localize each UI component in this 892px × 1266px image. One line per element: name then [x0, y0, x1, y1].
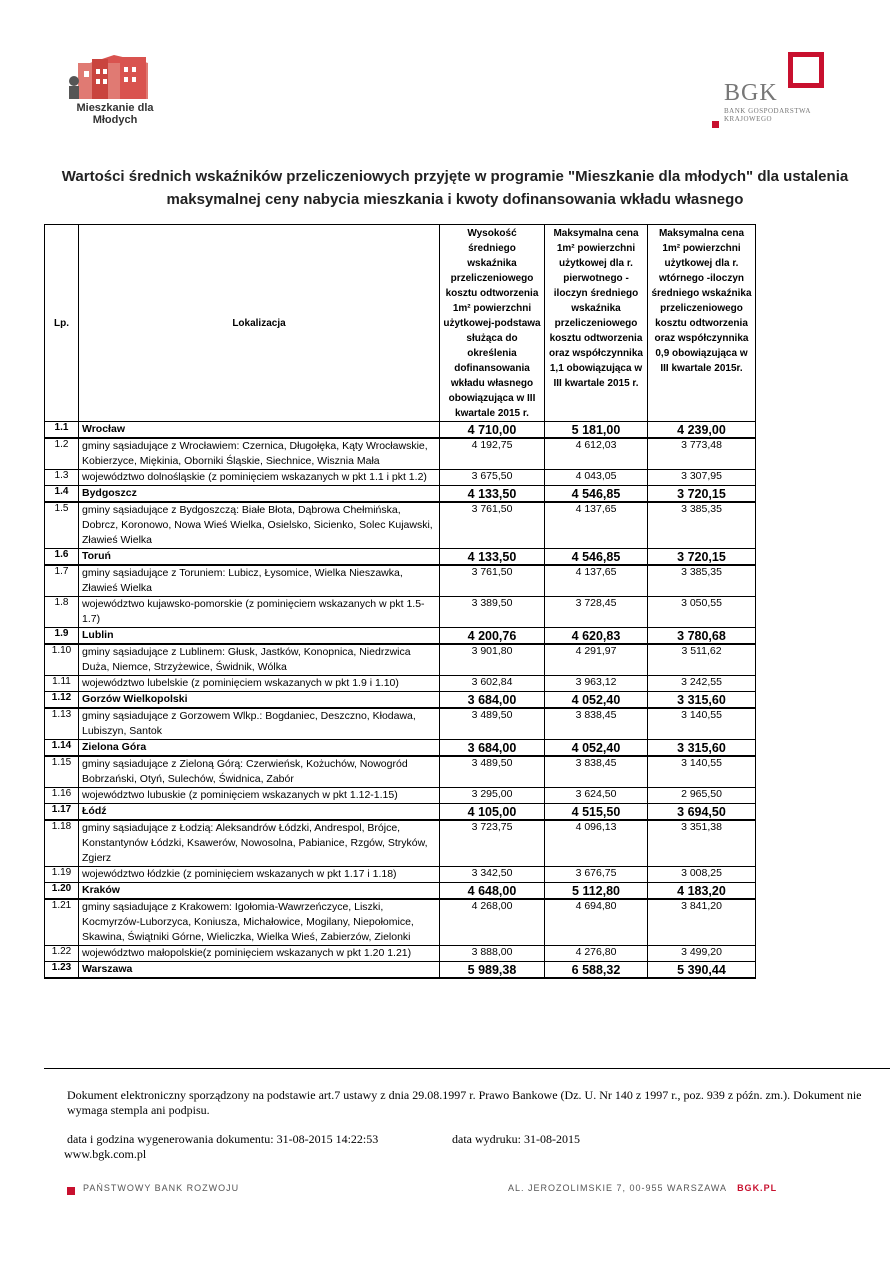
row-secondary-price: 3 140,55	[648, 708, 756, 740]
row-secondary-price: 3 351,38	[648, 820, 756, 867]
table-row	[45, 883, 756, 900]
row-primary-price: 4 694,80	[545, 899, 648, 946]
bank-address: AL. JEROZOLIMSKIE 7, 00-955 WARSZAWA	[508, 1183, 728, 1193]
row-lp: 1.9	[45, 628, 79, 645]
row-secondary-price: 3 720,15	[648, 549, 756, 566]
row-secondary-price: 3 242,55	[648, 676, 756, 692]
row-primary-price: 4 291,97	[545, 644, 648, 676]
row-base-indicator: 4 192,75	[440, 438, 545, 470]
row-location: województwo dolnośląskie (z pominięciem wskazanych w pkt 1.1 i pkt 1.2)	[79, 470, 440, 486]
table-row	[45, 565, 756, 597]
row-location: Toruń	[79, 549, 440, 566]
table-row	[45, 946, 756, 962]
row-lp: 1.14	[45, 740, 79, 757]
table-row	[45, 692, 756, 709]
table-row	[45, 899, 756, 946]
house-logo-icon	[60, 55, 170, 103]
row-base-indicator: 4 648,00	[440, 883, 545, 900]
row-lp: 1.20	[45, 883, 79, 900]
row-base-indicator: 4 133,50	[440, 549, 545, 566]
row-base-indicator: 4 200,76	[440, 628, 545, 645]
row-secondary-price: 3 050,55	[648, 597, 756, 628]
row-location: gminy sąsiadujące z Gorzowem Wlkp.: Bogdaniec, Deszczno, Kłodawa, Lubiszyn, Santok	[79, 708, 440, 740]
row-primary-price: 4 546,85	[545, 486, 648, 503]
row-base-indicator: 3 723,75	[440, 820, 545, 867]
row-lp: 1.2	[45, 438, 79, 470]
row-secondary-price: 3 385,35	[648, 565, 756, 597]
row-location: województwo łódzkie (z pominięciem wskazanych w pkt 1.17 i 1.18)	[79, 867, 440, 883]
header-lp: Lp.	[45, 225, 79, 422]
row-secondary-price: 5 390,44	[648, 962, 756, 979]
row-lp: 1.18	[45, 820, 79, 867]
row-primary-price: 6 588,32	[545, 962, 648, 979]
row-primary-price: 4 137,65	[545, 565, 648, 597]
row-lp: 1.7	[45, 565, 79, 597]
row-base-indicator: 3 684,00	[440, 692, 545, 709]
table-row	[45, 549, 756, 566]
row-lp: 1.21	[45, 899, 79, 946]
row-base-indicator: 4 710,00	[440, 422, 545, 439]
row-primary-price: 3 838,45	[545, 708, 648, 740]
row-primary-price: 4 137,65	[545, 502, 648, 549]
row-secondary-price: 2 965,50	[648, 788, 756, 804]
row-primary-price: 4 276,80	[545, 946, 648, 962]
bgk-logo	[712, 52, 852, 132]
generated-date: data i godzina wygenerowania dokumentu: 31-08-2015 14:22:53	[67, 1132, 379, 1146]
row-lp: 1.13	[45, 708, 79, 740]
row-base-indicator: 4 105,00	[440, 804, 545, 821]
bgk-dot-icon	[712, 121, 719, 128]
row-location: Warszawa	[79, 962, 440, 979]
row-location: Kraków	[79, 883, 440, 900]
row-secondary-price: 3 315,60	[648, 692, 756, 709]
row-primary-price: 4 612,03	[545, 438, 648, 470]
row-secondary-price: 4 239,00	[648, 422, 756, 439]
row-base-indicator: 3 888,00	[440, 946, 545, 962]
header-base-indicator: Wysokość średniego wskaźnika przeliczeniowego kosztu odtworzenia 1m² powierzchni użytkowej-podstawa służąca do określenia dofinansowania wkładu własnego obowiązująca w III kwartale 2015 r.	[440, 225, 545, 422]
row-base-indicator: 3 761,50	[440, 565, 545, 597]
row-base-indicator: 4 268,00	[440, 899, 545, 946]
row-secondary-price: 3 499,20	[648, 946, 756, 962]
row-location: województwo kujawsko-pomorskie (z pominięciem wskazanych w pkt 1.5-1.7)	[79, 597, 440, 628]
row-secondary-price: 3 780,68	[648, 628, 756, 645]
table-row	[45, 438, 756, 470]
row-location: gminy sąsiadujące z Lublinem: Głusk, Jastków, Konopnica, Niedrzwica Duża, Niemce, Strzyżewice, Świdnik, Wólka	[79, 644, 440, 676]
row-secondary-price: 3 511,62	[648, 644, 756, 676]
table-header-row	[45, 225, 756, 422]
row-secondary-price: 3 841,20	[648, 899, 756, 946]
row-primary-price: 3 676,75	[545, 867, 648, 883]
table-row	[45, 422, 756, 439]
row-base-indicator: 3 489,50	[440, 756, 545, 788]
bgk-site-link[interactable]: BGK.PL	[737, 1183, 778, 1193]
row-location: Łódź	[79, 804, 440, 821]
mieszkanie-dla-mlodych-logo	[60, 55, 170, 130]
row-base-indicator: 4 133,50	[440, 486, 545, 503]
bgk-logo-subtext: BANK GOSPODARSTWA KRAJOWEGO	[724, 107, 811, 123]
row-lp: 1.23	[45, 962, 79, 979]
table-row	[45, 788, 756, 804]
footer-divider	[44, 1068, 890, 1069]
row-base-indicator: 3 675,50	[440, 470, 545, 486]
row-base-indicator: 3 602,84	[440, 676, 545, 692]
row-secondary-price: 3 385,35	[648, 502, 756, 549]
row-primary-price: 3 728,45	[545, 597, 648, 628]
header-primary-price: Maksymalna cena 1m² powierzchni użytkowej dla r. pierwotnego - iloczyn średniego wskaźnika przeliczeniowego kosztu odtworzenia oraz współczynnika 1,1 obowiązująca w III kwartale 2015 r.	[545, 225, 648, 422]
table-row	[45, 502, 756, 549]
bgk-logo-text: BGK	[724, 80, 778, 106]
table-row	[45, 628, 756, 645]
row-lp: 1.15	[45, 756, 79, 788]
row-base-indicator: 5 989,38	[440, 962, 545, 979]
row-primary-price: 4 515,50	[545, 804, 648, 821]
table-row	[45, 486, 756, 503]
bank-name-footer	[67, 1183, 239, 1195]
row-base-indicator: 3 489,50	[440, 708, 545, 740]
row-location: Gorzów Wielkopolski	[79, 692, 440, 709]
row-lp: 1.11	[45, 676, 79, 692]
row-location: województwo lubuskie (z pominięciem wskazanych w pkt 1.12-1.15)	[79, 788, 440, 804]
row-primary-price: 4 052,40	[545, 692, 648, 709]
row-location: województwo małopolskie(z pominięciem wskazanych w pkt 1.20 1.21)	[79, 946, 440, 962]
row-primary-price: 4 043,05	[545, 470, 648, 486]
row-location: Zielona Góra	[79, 740, 440, 757]
row-lp: 1.3	[45, 470, 79, 486]
row-secondary-price: 3 694,50	[648, 804, 756, 821]
row-primary-price: 5 112,80	[545, 883, 648, 900]
row-location: gminy sąsiadujące z Wrocławiem: Czernica, Długołęka, Kąty Wrocławskie, Kobierzyce, Miękinia, Oborniki Śląskie, Siechnice, Wisznia Mała	[79, 438, 440, 470]
table-row	[45, 597, 756, 628]
indicators-table	[44, 224, 756, 979]
row-lp: 1.4	[45, 486, 79, 503]
table-body	[45, 422, 756, 979]
row-secondary-price: 3 720,15	[648, 486, 756, 503]
bgk-square-icon	[788, 52, 824, 88]
row-base-indicator: 3 389,50	[440, 597, 545, 628]
row-location: gminy sąsiadujące z Łodzią: Aleksandrów Łódzki, Andrespol, Brójce, Konstantynów Łódzki, Ksawerów, Nowosolna, Pabianice, Rzgów, Stryków, Zgierz	[79, 820, 440, 867]
red-square-icon	[67, 1187, 75, 1195]
table-row	[45, 470, 756, 486]
bank-name: PAŃSTWOWY BANK ROZWOJU	[83, 1183, 240, 1193]
row-secondary-price: 4 183,20	[648, 883, 756, 900]
row-secondary-price: 3 315,60	[648, 740, 756, 757]
table-row	[45, 740, 756, 757]
table-row	[45, 756, 756, 788]
table-row	[45, 962, 756, 979]
row-primary-price: 5 181,00	[545, 422, 648, 439]
row-base-indicator: 3 342,50	[440, 867, 545, 883]
table-row	[45, 676, 756, 692]
row-lp: 1.19	[45, 867, 79, 883]
row-location: Lublin	[79, 628, 440, 645]
legal-note: Dokument elektroniczny sporządzony na podstawie art.7 ustawy z dnia 29.08.1997 r. Prawo Bankowe (Dz. U. Nr 140 z 1997 r., poz. 939 z późn. zm.). Dokument nie wymaga stempla ani podpisu.	[67, 1088, 862, 1117]
row-lp: 1.12	[45, 692, 79, 709]
row-secondary-price: 3 140,55	[648, 756, 756, 788]
row-primary-price: 4 096,13	[545, 820, 648, 867]
row-location: gminy sąsiadujące z Zieloną Górą: Czerwieńsk, Kożuchów, Nowogród Bobrzański, Otyń, Sulechów, Świdnica, Zabór	[79, 756, 440, 788]
logo-caption: Mieszkanie dla Młodych	[76, 102, 154, 126]
row-base-indicator: 3 684,00	[440, 740, 545, 757]
row-location: Wrocław	[79, 422, 440, 439]
row-lp: 1.1	[45, 422, 79, 439]
row-lp: 1.6	[45, 549, 79, 566]
row-base-indicator: 3 295,00	[440, 788, 545, 804]
row-secondary-price: 3 773,48	[648, 438, 756, 470]
row-primary-price: 4 052,40	[545, 740, 648, 757]
row-primary-price: 4 620,83	[545, 628, 648, 645]
print-date: data wydruku: 31-08-2015	[452, 1132, 580, 1146]
row-secondary-price: 3 008,25	[648, 867, 756, 883]
row-base-indicator: 3 761,50	[440, 502, 545, 549]
row-base-indicator: 3 901,80	[440, 644, 545, 676]
row-primary-price: 3 963,12	[545, 676, 648, 692]
row-location: Bydgoszcz	[79, 486, 440, 503]
row-primary-price: 3 838,45	[545, 756, 648, 788]
table-row	[45, 820, 756, 867]
document-title: Wartości średnich wskaźników przeliczeniowych przyjęte w programie "Mieszkanie dla młodych" dla ustalenia maksymalnej ceny nabycia mieszkania i kwoty dofinansowania wkładu własnego	[61, 168, 849, 208]
row-location: gminy sąsiadujące z Bydgoszczą: Białe Błota, Dąbrowa Chełmińska, Dobrcz, Koronowo, Nowa Wieś Wielka, Osielsko, Sicienko, Solec Kujawski, Zławieś Wielka	[79, 502, 440, 549]
website-link[interactable]: www.bgk.com.pl	[64, 1147, 147, 1161]
table-row	[45, 867, 756, 883]
table-row	[45, 644, 756, 676]
row-lp: 1.22	[45, 946, 79, 962]
row-primary-price: 3 624,50	[545, 788, 648, 804]
table-row	[45, 804, 756, 821]
row-primary-price: 4 546,85	[545, 549, 648, 566]
address-footer	[508, 1183, 777, 1193]
row-lp: 1.5	[45, 502, 79, 549]
row-secondary-price: 3 307,95	[648, 470, 756, 486]
row-location: województwo lubelskie (z pominięciem wskazanych w pkt 1.9 i 1.10)	[79, 676, 440, 692]
row-lp: 1.16	[45, 788, 79, 804]
row-lp: 1.10	[45, 644, 79, 676]
header-secondary-price: Maksymalna cena 1m² powierzchni użytkowej dla r. wtórnego -iloczyn średniego wskaźnika przeliczeniowego kosztu odtworzenia oraz współczynnika 0,9 obowiązująca w III kwartale 2015r.	[648, 225, 756, 422]
table-row	[45, 708, 756, 740]
row-location: gminy sąsiadujące z Toruniem: Lubicz, Łysomice, Wielka Nieszawka, Zławieś Wielka	[79, 565, 440, 597]
row-lp: 1.8	[45, 597, 79, 628]
row-lp: 1.17	[45, 804, 79, 821]
row-location: gminy sąsiadujące z Krakowem: Igołomia-Wawrzeńczyce, Liszki, Kocmyrzów-Luborzyca, Koniusza, Michałowice, Mogilany, Niepołomice, Skawina, Świątniki Górne, Wieliczka, Wielka Wieś, Zabierzów, Zielonki	[79, 899, 440, 946]
header-location: Lokalizacja	[79, 225, 440, 422]
